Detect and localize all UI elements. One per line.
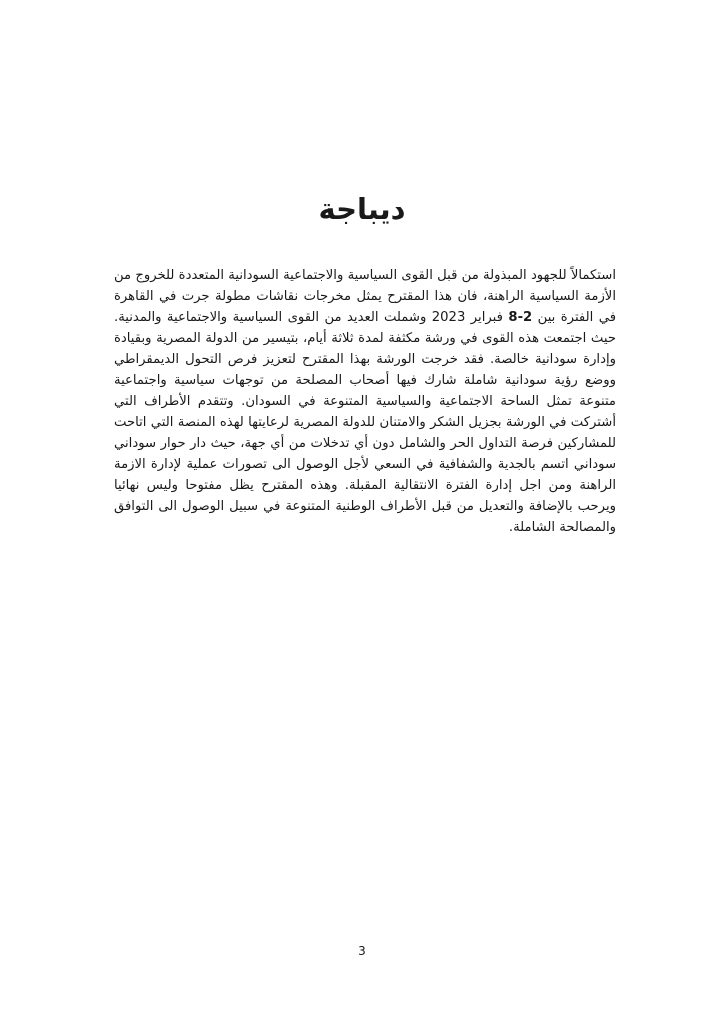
paragraph-dates-bold: 2-8 bbox=[508, 310, 533, 325]
paragraph-text-before-dates: استكمالاً للجهود المبذولة من قبل القوى السياسية والاجتماعية السودانية المتعددة للخروج من الأزمة السياسية الراهنة، فان هذا المقترح يمثل مخرجات نقاشات مطولة جرت في القاهرة في الفترة بين bbox=[114, 268, 617, 325]
preamble-paragraph bbox=[114, 265, 616, 538]
paragraph-text-after-dates: فبراير 2023 وشملت العديد من القوى السياسية والاجتماعية والمدنية. حيث اجتمعت هذه القوى في ورشة مكثفة لمدة ثلاثة أيام، بتيسير من الدولة المصرية وبقيادة وإدارة سودانية خالصة. فقد خرجت الورشة بهذا المقترح لتعزيز فرص التحول الديمقراطي ووضع رؤية سودانية شاملة شارك فيها أصحاب المصلحة من توجهات سياسية واجتماعية متنوعة تمثل الساحة الاجتماعية والسياسية المتنوعة في السودان. وتتقدم الأطراف التي أشتركت في الورشة بجزيل الشكر والامتنان للدولة المصرية لرعايتها لهذه المنصة التي اتاحت للمشاركين فرصة التداول الحر والشامل دون أي تدخلات من أي جهة، حيث دار حوار سوداني سوداني اتسم بالجدية والشفافية في السعي لأجل الوصول الى تصورات عملية لإدارة الازمة الراهنة ومن اجل إدارة الفترة الانتقالية المقبلة. وهذه المقترح يظل مفتوحا وليس نهائيا ويرحب بالإضافة والتعديل من قبل الأطراف الوطنية المتنوعة في سبيل الوصول الى التوافق والمصالحة الشاملة. bbox=[114, 310, 616, 535]
page-title: ديباجة bbox=[318, 192, 406, 227]
page-number: 3 bbox=[358, 944, 366, 958]
